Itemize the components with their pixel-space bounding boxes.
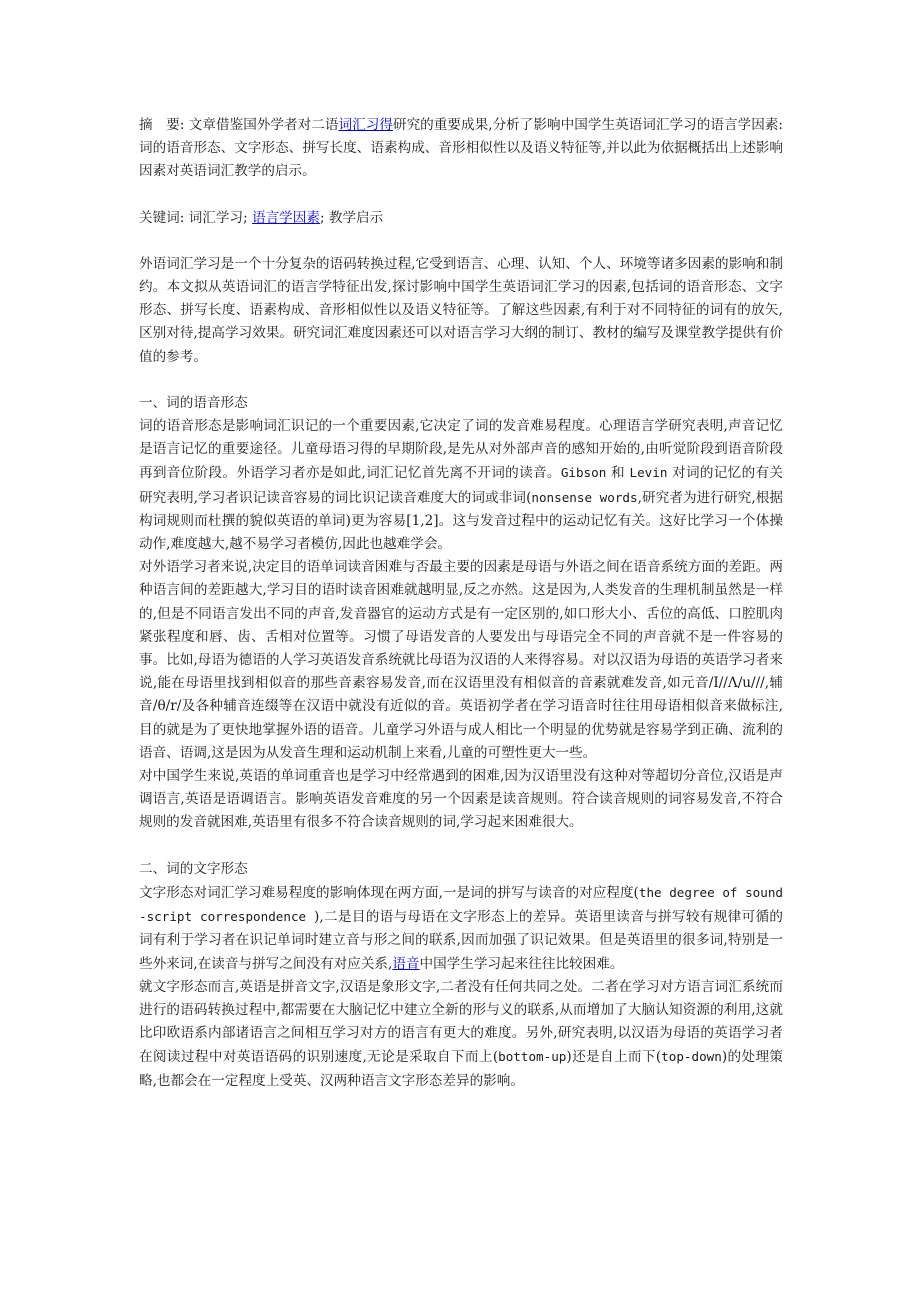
document-page [139, 114, 783, 1093]
section2-heading: 二、词的文字形态 [139, 860, 248, 877]
abstract-text-cont: 研究的重要成果,分析了影响中国学生英语词汇学习的语言学因素:词的语音形态、文字形态、拼写长度、语素构成、音形相似性以及语义特征等,并以此为依据概括出上述影响因素对英语词汇教学的启示。 [139, 117, 783, 180]
text-en: Levin [629, 465, 668, 481]
section2-paragraph-1 [139, 881, 783, 976]
text-en: bottom-up [498, 1049, 567, 1065]
text: 对词的记忆的有关研究表明,学习者识记读音容易的词比识记读音难度大的词或非词( [139, 465, 783, 506]
link-linguistic-factors[interactable]: 语言学因素 [251, 209, 320, 226]
text: 词的语音形态是影响词汇识记的一个重要因素,它决定了词的发音难易程度。心理语言学研究表明,声音记忆是语言记忆的重要途径。儿童母语习得的早期阶段,是先从对外部声音的感知开始的,由听觉阶段到语音阶段再到音位阶段。外语学习者亦是如此,词汇记忆首先离不开词的读音。 [139, 418, 783, 482]
text-en: nonsense words [531, 489, 638, 505]
keyword-3: ; 教学启示 [319, 209, 384, 226]
text: )还是自上而下( [566, 1049, 662, 1066]
abstract-label: 摘 要: [139, 117, 185, 133]
text: 就文字形态而言,英语是拼音文字,汉语是象形文字,二者没有任何共同之处。二者在学习对方语言词汇系统而进行的语码转换过程中,都需要在大脑记忆中建立全新的形与义的联系,从而增加了大脑认知资源的利用,这就比印欧语系内部诸语言之间相互学习对方的语言有更大的难度。另外,研究表明,以汉语为母语的英语学习者在阅读过程中对英语语码的识别速度,无论是采取自下而上( [139, 978, 783, 1066]
spacer [139, 835, 783, 858]
spacer [139, 230, 783, 253]
section1-paragraph-1 [139, 415, 783, 556]
section1-paragraph-2: 对外语学习者来说,决定目的语单词读音困难与否最主要的因素是母语与外语之间在语音系统方面的差距。两种语言间的差距越大,学习目的语时读音困难就越明显,反之亦然。这是因为,人类发音的生理机制虽然是一样的,但是不同语言发出不同的声音,发音器官的运动方式是有一定区别的,如口形大小、舌位的高低、口腔肌肉紧张程度和唇、齿、舌相对位置等。习惯了母语发音的人要发出与母语完全不同的声音就不是一件容易的事。比如,母语为德语的人学习英语发音系统就比母语为汉语的人来得容易。对以汉语为母语的英语学习者来说,能在母语里找到相似音的那些音素容易发音,而在汉语里没有相似音的音素就难发音,如元音/I//Λ/u///,辅音/θ/r/及各种辅音连缀等在汉语中就没有近似的音。英语初学者在学习语音时往往用母语相似音来做标注,目的就是为了更快地掌握外语的语音。儿童学习外语与成人相比一个明显的优势就是容易学到正确、流利的语音、语调,这是因为从发音生理和运动机制上来看,儿童的可塑性更大一些。 [139, 559, 783, 761]
text-en: top-down [661, 1049, 722, 1065]
keywords-paragraph [139, 207, 783, 230]
text: 中国学生学习起来往往比较困难。 [419, 955, 624, 972]
text: ),二是目的语与母语在文字形态上的差异。英语里读音与拼写较有规律可循的词有利于学习者在识记单词时建立音与形之间的联系,因而加强了识记效果。但是英语里的很多词,特别是一些外来词,在读音与拼写之间没有对应关系, [139, 909, 784, 972]
text: )的处理策略,也都会在一定程度上受英、汉两种语言文字形态差异的影响。 [139, 1049, 784, 1089]
text: ,研究者为进行研究,根据构词规则而杜撰的貌似英语的单词)更为容易[1,2]。这与发音过程中的运动记忆有关。这好比学习一个体操动作,难度越大,越不易学习者模仿,因此也越难学会。 [139, 489, 783, 553]
abstract-paragraph [139, 114, 783, 184]
spacer [139, 184, 783, 207]
section1-paragraph-3: 对中国学生来说,英语的单词重音也是学习中经常遇到的困难,因为汉语里没有这种对等超切分音位,汉语是声调语言,英语是语调语言。影响英语发音难度的另一个因素是读音规则。符合读音规则的词容易发音,不符合规则的发音就困难,英语里有很多不符合读音规则的词,学习起来困难很大。 [139, 768, 783, 831]
text: 和 [606, 465, 630, 482]
intro-paragraph: 外语词汇学习是一个十分复杂的语码转换过程,它受到语言、心理、认知、个人、环境等诸多因素的影响和制约。本文拟从英语词汇的语言学特征出发,探讨影响中国学生英语词汇学习的因素,包括词的语音形态、文字形态、拼写长度、语素构成、音形相似性以及语义特征等。了解这些因素,有利于对不同特征的词有的放矢,区别对待,提高学习效果。研究词汇难度因素还可以对语言学习大纲的制订、教材的编写及课堂教学提供有价值的参考。 [139, 255, 783, 365]
keywords-label: 关键词: [139, 209, 185, 226]
spacer [139, 369, 783, 392]
section2-paragraph-2 [139, 976, 783, 1093]
link-vocabulary-acquisition[interactable]: 词汇习得 [338, 117, 393, 133]
text-en: Gibson [560, 465, 607, 481]
link-phonetics[interactable]: 语音 [392, 955, 420, 972]
text-en: the degree of sound-script correspondence [139, 884, 784, 925]
abstract-text: 文章借鉴国外学者对二语 [184, 117, 339, 133]
section1-heading: 一、词的语音形态 [139, 394, 248, 411]
text: 文字形态对词汇学习难易程度的影响体现在两方面,一是词的拼写与读音的对应程度( [139, 884, 639, 901]
keyword-1: 词汇学习; [184, 209, 252, 226]
